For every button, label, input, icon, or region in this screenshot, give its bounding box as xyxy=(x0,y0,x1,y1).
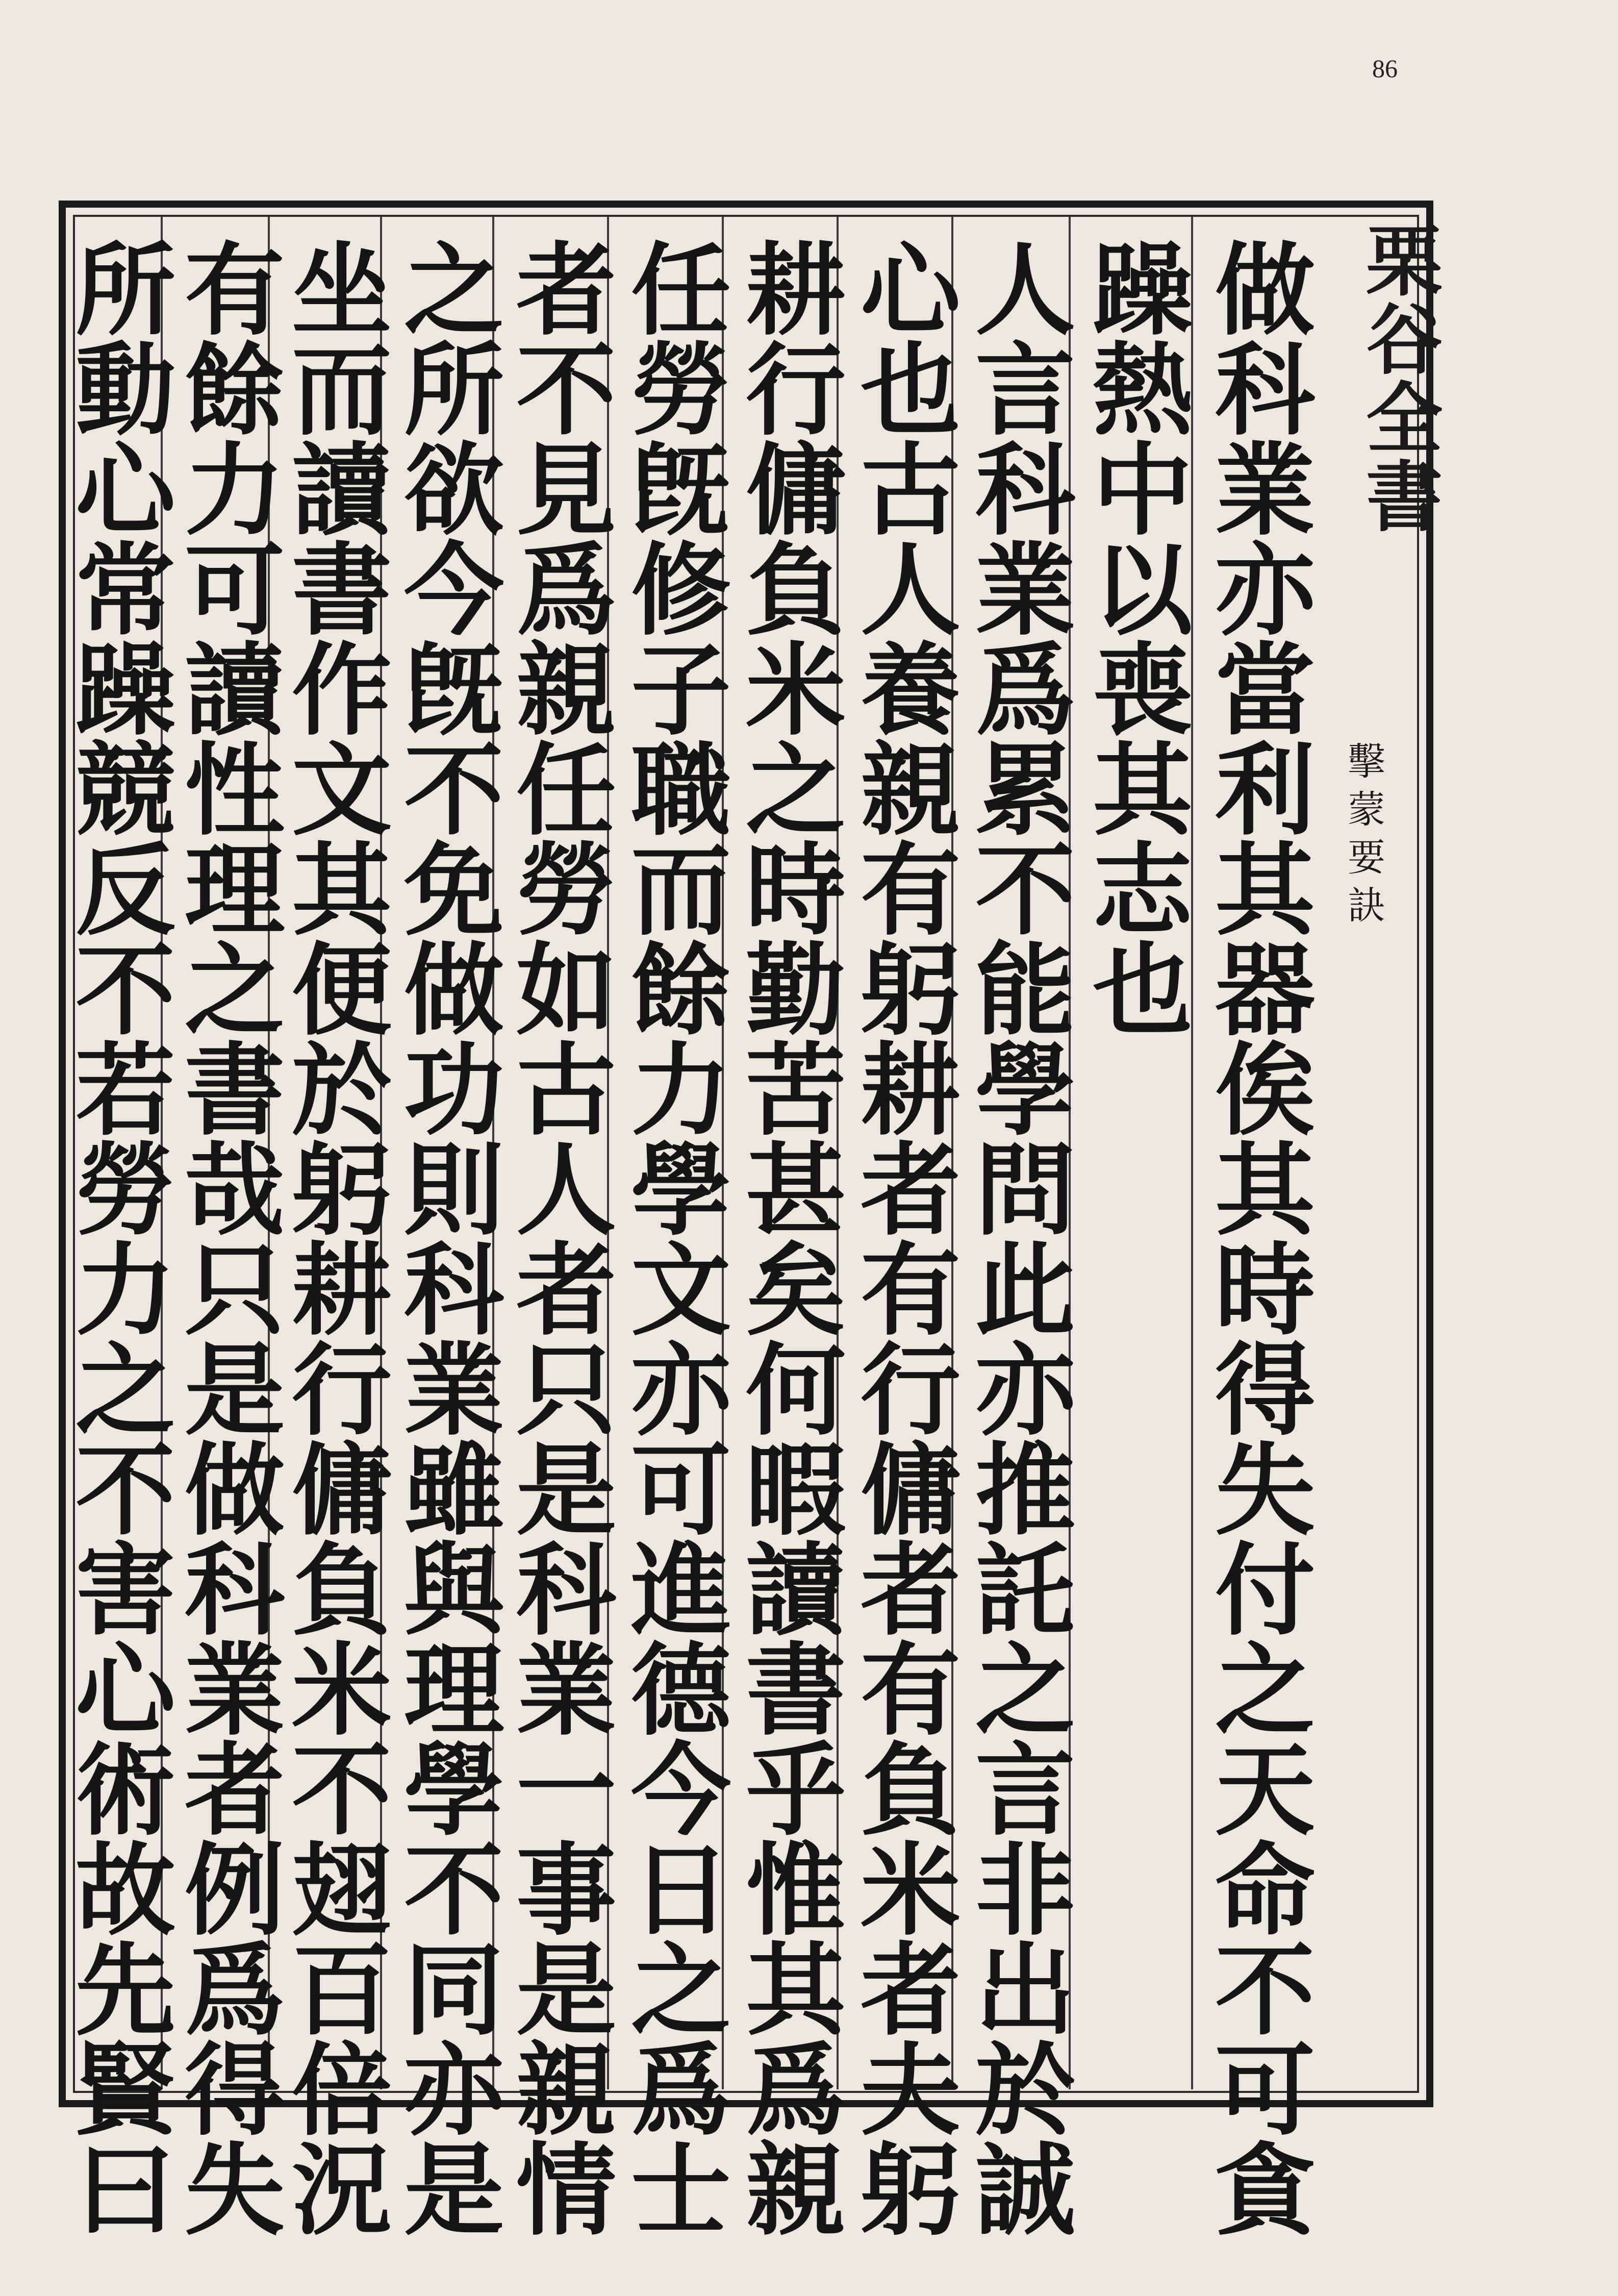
column-text: 者不見爲親任勞如古人者只是科業一事是親情 xyxy=(499,237,617,2237)
bleed-through-stamp xyxy=(775,10,1275,158)
column-text: 所動心常躁競反不若勞力之不害心術故先賢曰 xyxy=(59,237,176,2237)
text-column-8 xyxy=(380,217,504,2237)
column-text: 做科業亦當利其器俟其時得失付之天命不可貪 xyxy=(1198,237,1316,2237)
column-text: 躁熱中以喪其志也 xyxy=(1076,237,1193,1037)
text-column-10 xyxy=(161,217,285,2237)
column-text: 有餘力可讀性理之書哉只是做科業者例爲得失 xyxy=(168,237,285,2237)
book-title: 栗谷全書 xyxy=(1353,221,1443,535)
text-column-3 xyxy=(951,217,1076,2237)
text-column-9 xyxy=(268,217,392,2237)
text-body xyxy=(59,217,1316,2237)
column-text: 人言科業爲累不能學問此亦推託之言非出於誠 xyxy=(958,237,1076,2237)
text-column-2 xyxy=(1069,217,1191,2089)
column-text: 耕行傭負米之時勤苦甚矣何暇讀書乎惟其爲親 xyxy=(729,237,846,2237)
text-column-1 xyxy=(1191,217,1316,2237)
chapter-label: 擊蒙要訣 xyxy=(1342,741,1385,933)
column-text: 任勞旣修子職而餘力學文亦可進德今日之爲士 xyxy=(614,237,731,2237)
text-column-5 xyxy=(722,217,846,2237)
page-number: 86 xyxy=(1372,54,1398,83)
text-column-11 xyxy=(54,217,176,2237)
text-column-4 xyxy=(837,217,961,2237)
column-text: 之所欲今旣不免做功則科業雖與理學不同亦是 xyxy=(387,237,504,2237)
text-column-7 xyxy=(492,217,617,2237)
text-column-6 xyxy=(607,217,731,2237)
margin-header-column xyxy=(1316,201,1443,2107)
column-text: 坐而讀書作文其便於躬耕行傭負米不翅百倍況 xyxy=(275,237,392,2237)
column-text: 心也古人養親有躬耕者有行傭者有負米者夫躬 xyxy=(844,237,961,2237)
